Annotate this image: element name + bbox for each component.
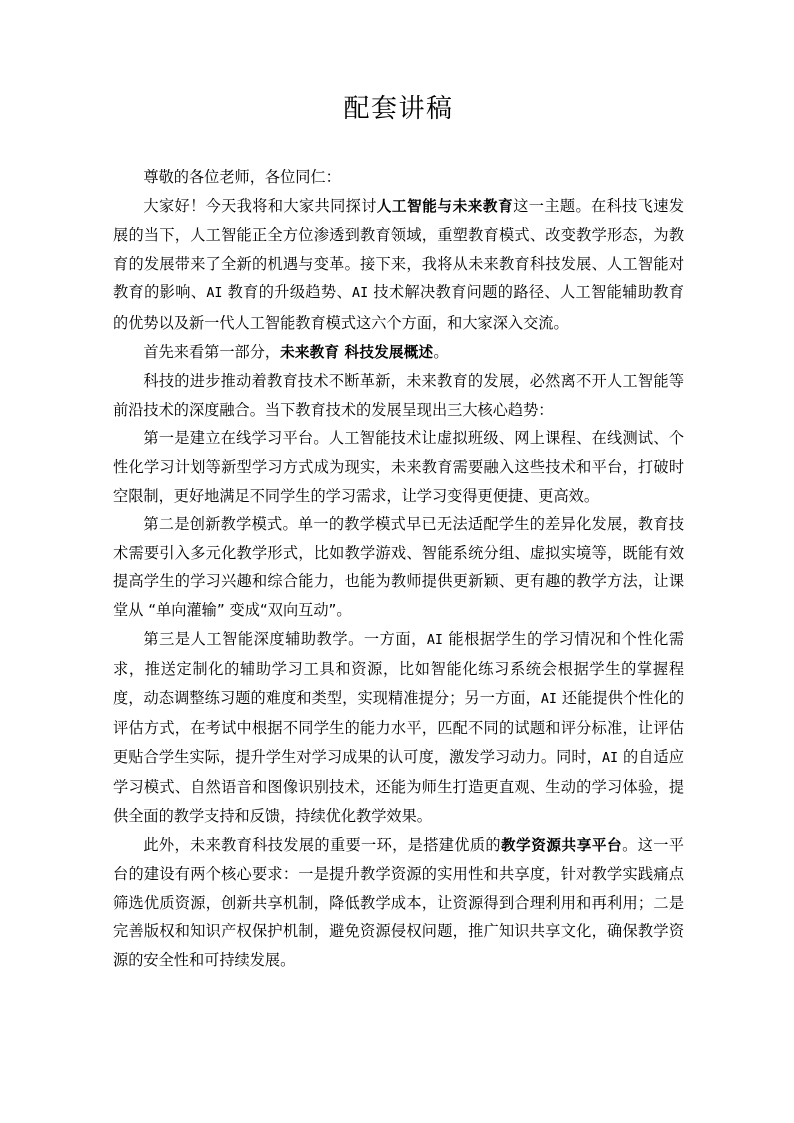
acronym-run: AI — [206, 286, 223, 302]
text-run: 技术解决教育问题的路径、人工智能辅助教育的优势以及新一代人工智能教育模式这六个方面，和大家深入交流。 — [113, 283, 685, 332]
paragraph-trend-two — [113, 510, 684, 624]
text-run: 的自适应学习模式、自然语音和图像识别技术，还能为师生打造更直观、生动的学习体验，提供全面的教学支持和反馈，持续优化教学效果。 — [113, 747, 685, 826]
text-run: 大家好！今天我将和大家共同探讨 — [143, 196, 377, 215]
text-run: 教育的升级趋势、 — [222, 283, 353, 302]
paragraph-opening — [113, 192, 684, 338]
acronym-run: AI — [540, 691, 557, 707]
text-run: 还能提供个性化的评估方式，在考试中根据不同学生的能力水平，匹配不同的试题和评分标准，让评估更贴合学生实际，提升学生对学习成果的认可度，激发学习动力。同时， — [113, 688, 685, 766]
text-run: 此外，未来教育科技发展的重要一环，是搭建优质的 — [143, 835, 501, 854]
document-content — [113, 0, 684, 975]
emphasis-run: 未来教育 科技发展概述 — [280, 343, 434, 361]
text-run: 第二是创新教学模式。单一的教学模式早已无法适配学生的差异化发展，教育技术需要引入多元化教学形式，比如教学游戏、智能系统分组、虚拟实境等，既能有效提高学生的学习兴趣和综合能力，也能为教师提供更新颖、更有趣的教学方法，让课堂从 “单向灌输” 变成“双向互动”。 — [113, 515, 684, 619]
text-run: 科技的进步推动着教育技术不断革新，未来教育的发展，必然离不开人工智能等前沿技术的深度融合。当下教育技术的发展呈现出三大核心趋势： — [113, 372, 684, 419]
paragraph-trend-one — [113, 424, 684, 510]
text-run: 。 — [433, 342, 449, 361]
emphasis-run: 人工智能与未来教育 — [376, 197, 514, 215]
paragraph-resource-platform — [113, 831, 684, 975]
text-run: 首先来看第一部分， — [143, 342, 281, 361]
text-run: 第三是人工智能深度辅助教学。一方面， — [143, 629, 427, 648]
paragraph-salutation — [113, 163, 684, 192]
paragraph-trends-intro — [113, 367, 684, 424]
acronym-run: AI — [352, 286, 369, 302]
text-run: 尊敬的各位老师，各位同仁： — [143, 168, 341, 186]
acronym-run: AI — [426, 632, 443, 648]
text-run: 这一主题。在科技飞速发展的当下，人工智能正全方位渗透到教育领域，重塑教育模式、改变教学形态，为教育的发展带来了全新的机遇与变革。接下来，我将从未来教育科技发展、人工智能对教育的影响、 — [113, 196, 685, 302]
document-body — [113, 126, 684, 975]
acronym-run: AI — [601, 750, 619, 766]
text-run: 第一是建立在线学习平台。人工智能技术让虚拟班级、网上课程、在线测试、个性化学习计划等新型学习方式成为现实，未来教育需要融入这些技术和平台，打破时空限制，更好地满足不同学生的学习需求，让学习变得更便捷、更高效。 — [113, 429, 684, 505]
paragraph-trend-three — [113, 625, 684, 831]
page-title: 配套讲稿 — [343, 94, 454, 124]
paragraph-section-one-lead — [113, 338, 684, 368]
emphasis-run: 教学资源共享平台 — [500, 836, 623, 854]
text-run: 能根据学生的学习情况和个性化需求，推送定制化的辅助学习工具和资源，比如智能化练习系统会根据学生的掌握程度，动态调整练习题的难度和类型，实现精准提分；另一方面， — [113, 629, 685, 707]
text-run: 。这一平台的建设有两个核心要求：一是提升教学资源的实用性和共享度，针对教学实践痛点筛选优质资源，创新共享机制，降低教学成本，让资源得到合理利用和再利用；二是完善版权和知识产权保护机制，避免资源侵权问题，推广知识共享文化，确保教学资源的安全性和可持续发展。 — [113, 835, 684, 970]
